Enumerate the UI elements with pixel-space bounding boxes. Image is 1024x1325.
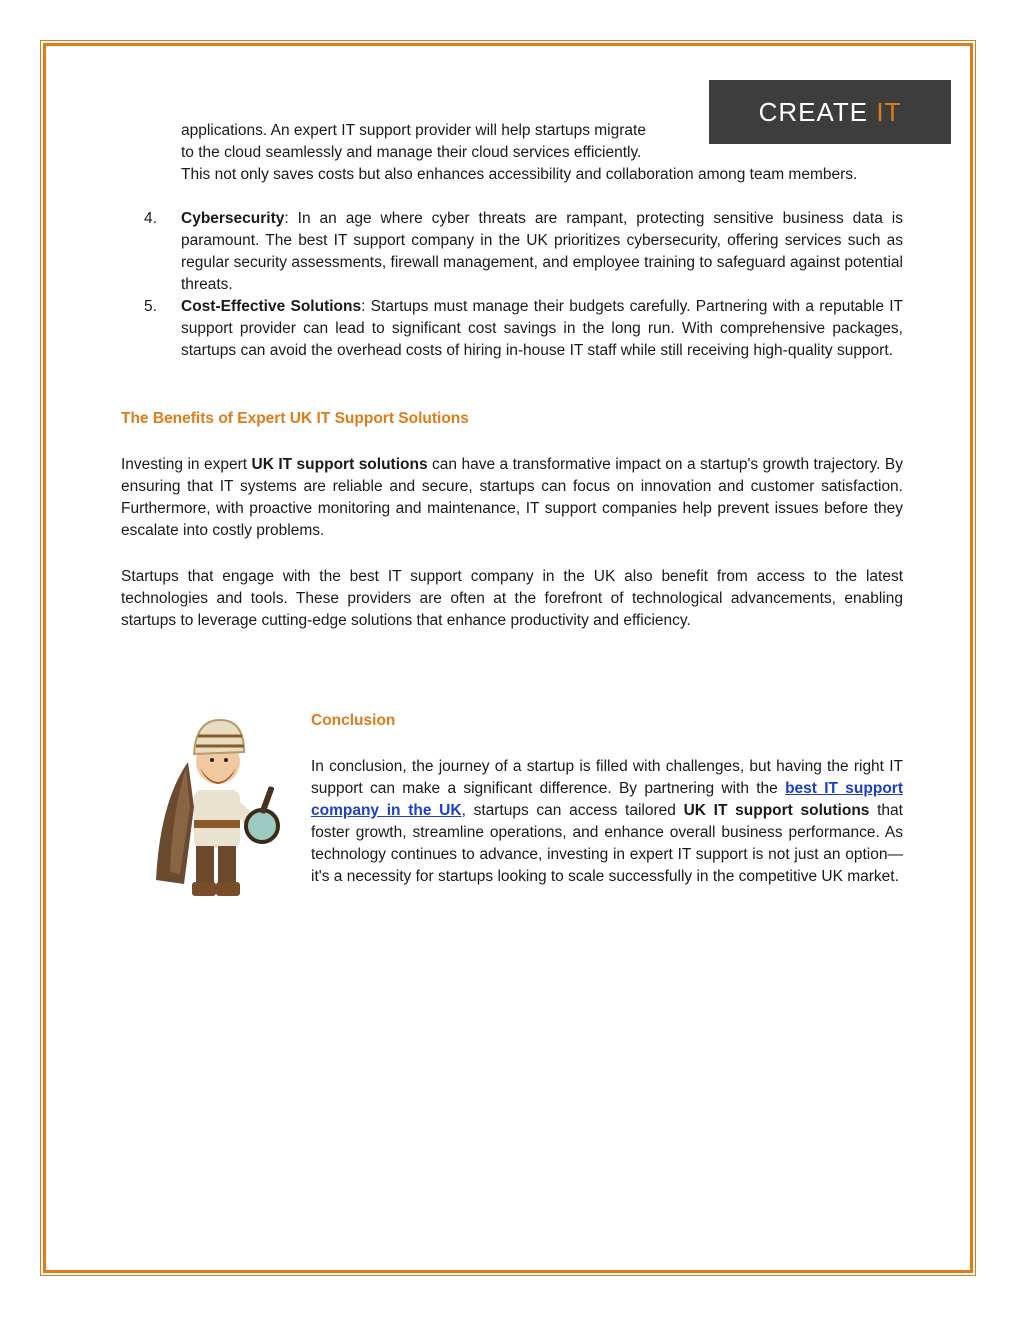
list-body [181,208,903,296]
list-number: 4. [144,210,157,227]
benefits-paragraph-1: Investing in expert UK IT support solutions can have a transformative impact on a startup's growth trajectory. By ensuring that IT systems are reliable and secure, startups can focus on innovation and customer satisfaction. Furthermore, with proactive monitoring and maintenance, IT support companies help prevent issues before they escalate into costly problems. [121,456,903,539]
list-text: : In an age where cyber threats are rampant, protecting sensitive business data is paramount. The best IT support company in the UK prioritizes cybersecurity, offering services such as regular security assessments, firewall management, and employee training to safeguard against potential threats. [181,210,903,293]
list-body [181,296,903,362]
lead-rest: This not only saves costs but also enhances accessibility and collaboration among team members. [181,166,858,183]
list-text: : Startups must manage their budgets carefully. Partnering with a reputable IT support provider can lead to significant cost savings in the long run. With comprehensive packages, startups can avoid the overhead costs of hiring in-house IT staff while still receiving high-quality support. [181,298,903,359]
lead-line-2: to the cloud seamlessly and manage their cloud services efficiently. [181,144,642,161]
conclusion-heading: Conclusion [311,712,396,729]
list-number: 5. [144,298,157,315]
list-title: Cost-Effective Solutions [181,298,362,315]
benefits-heading: The Benefits of Expert UK IT Support Solutions [121,410,469,427]
lead-line-1: applications. An expert IT support provider will help startups migrate [181,122,646,139]
bold-phrase: UK IT support solutions [251,456,428,473]
benefits-paragraph-2: Startups that engage with the best IT support company in the UK also benefit from access to the latest technologies and tools. These providers are often at the forefront of technological advancements, enabling startups to leverage cutting-edge solutions that enhance productivity and efficiency. [121,568,903,629]
numbered-list [121,208,903,362]
best-it-support-link[interactable]: best IT support company in the UK [311,780,903,819]
explorer-figurine-with-magnifier-icon [150,712,290,908]
bold-phrase: UK IT support solutions [683,802,870,819]
list-item [121,296,903,362]
list-title: Cybersecurity [181,210,285,227]
list-item [121,208,903,296]
conclusion-paragraph: In conclusion, the journey of a startup is filled with challenges, but having the right IT support can make a significant difference. By partnering with the best IT support company in the UK, startups can access tailored UK IT support solutions that foster growth, streamline operations, and enhance overall business performance. As technology continues to advance, investing in expert IT support is not just an option—it's a necessity for startups looking to scale successfully in the competitive UK market. [311,758,903,885]
logo-text: CREATE IT [758,96,902,127]
lead-paragraph [181,120,903,186]
